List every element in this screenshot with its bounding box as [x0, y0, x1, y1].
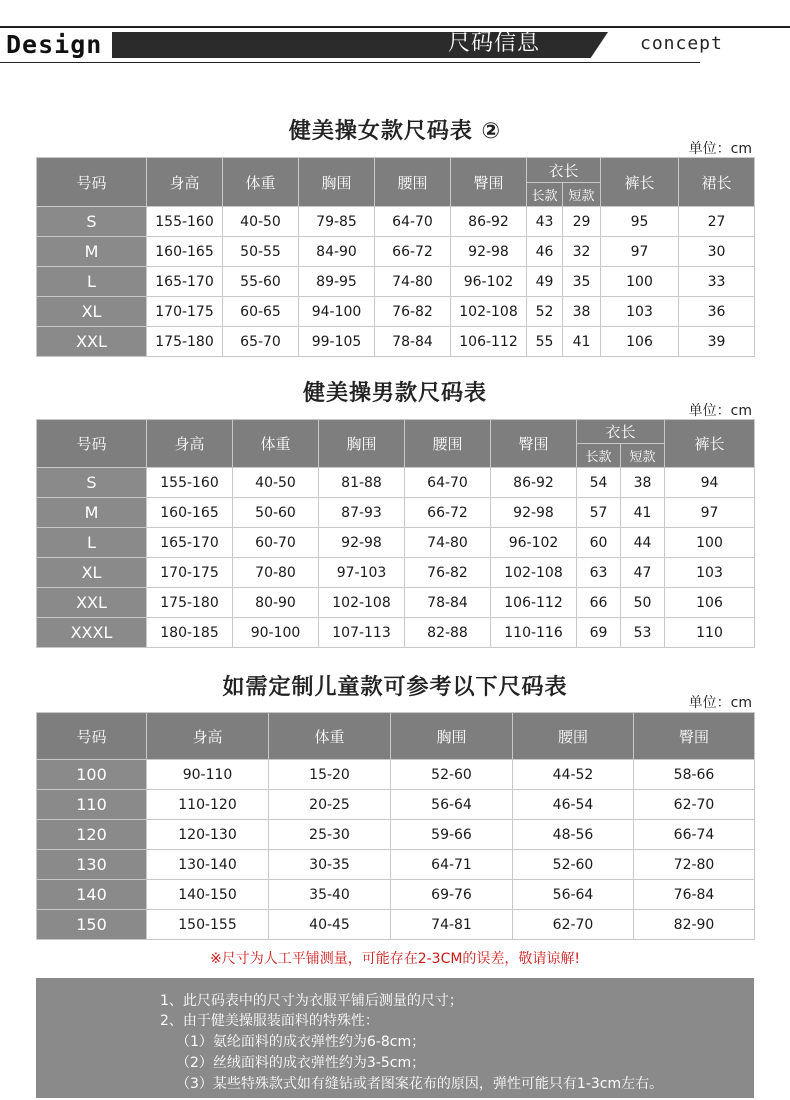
size-code-cell: 130 — [37, 850, 147, 880]
table-cell: 72-80 — [634, 850, 755, 880]
table-row — [37, 760, 755, 790]
table-cell: 96-102 — [451, 267, 527, 297]
table-cell: 106 — [665, 588, 755, 618]
brand-text: Design — [6, 30, 103, 59]
table-cell: 70-80 — [233, 558, 319, 588]
table-cell: 64-70 — [405, 468, 491, 498]
table-cell: 44 — [621, 528, 665, 558]
table-cell: 175-180 — [147, 588, 233, 618]
header-cell: 裙长 — [679, 158, 755, 207]
table-cell: 87-93 — [319, 498, 405, 528]
table-cell: 74-81 — [391, 910, 513, 940]
table-cell: 102-108 — [319, 588, 405, 618]
table-cell: 82-90 — [634, 910, 755, 940]
table-cell: 35-40 — [269, 880, 391, 910]
table-cell: 56-64 — [513, 880, 634, 910]
table-cell: 110-116 — [491, 618, 577, 648]
table-cell: 30 — [679, 237, 755, 267]
table-cell: 40-45 — [269, 910, 391, 940]
table-cell: 52 — [527, 297, 563, 327]
sub-header-cell: 长款 — [527, 183, 563, 207]
table-cell: 29 — [563, 207, 601, 237]
table-cell: 60-65 — [223, 297, 299, 327]
women-table-title: 健美操女款尺码表 ② — [288, 119, 502, 144]
table-cell: 76-82 — [375, 297, 451, 327]
table-row — [37, 297, 755, 327]
table-cell: 50-60 — [233, 498, 319, 528]
men-unit-label: 单位：cm — [688, 403, 752, 419]
table-cell: 86-92 — [451, 207, 527, 237]
table-cell: 40-50 — [223, 207, 299, 237]
sub-header-cell: 长款 — [577, 444, 621, 468]
table-row — [37, 237, 755, 267]
sub-header-cell: 短款 — [563, 183, 601, 207]
table-row — [37, 618, 755, 648]
table-cell: 106 — [601, 327, 679, 357]
table-cell: 103 — [665, 558, 755, 588]
header-cell: 胸围 — [391, 713, 513, 760]
table-cell: 60 — [577, 528, 621, 558]
sub-header-cell: 短款 — [621, 444, 665, 468]
size-code-cell: XXL — [37, 327, 147, 357]
note-line: 2、由于健美操服装面料的特殊性： — [160, 1013, 379, 1029]
table-row — [37, 327, 755, 357]
table-cell: 81-88 — [319, 468, 405, 498]
table-cell: 76-84 — [634, 880, 755, 910]
table-cell: 180-185 — [147, 618, 233, 648]
header-cell: 胸围 — [299, 158, 375, 207]
table-cell: 92-98 — [491, 498, 577, 528]
table-cell: 25-30 — [269, 820, 391, 850]
note-line: 1、此尺码表中的尺寸为衣服平铺后测量的尺寸； — [160, 993, 463, 1009]
table-cell: 27 — [679, 207, 755, 237]
table-row — [37, 498, 755, 528]
header-cell: 身高 — [147, 420, 233, 468]
table-cell: 53 — [621, 618, 665, 648]
note-line: （1）氨纶面料的成衣弹性约为6-8cm； — [176, 1034, 426, 1050]
table-cell: 62-70 — [634, 790, 755, 820]
header-banner — [0, 0, 790, 75]
size-code-cell: XXL — [37, 588, 147, 618]
header-cell: 身高 — [147, 158, 223, 207]
table-cell: 50 — [621, 588, 665, 618]
table-cell: 46-54 — [513, 790, 634, 820]
header-cell: 号码 — [37, 420, 147, 468]
table-cell: 55-60 — [223, 267, 299, 297]
kids-table-title: 如需定制儿童款可参考以下尺码表 — [222, 675, 568, 700]
table-cell: 39 — [679, 327, 755, 357]
header-cell: 衣长 — [577, 420, 665, 444]
size-code-cell: 110 — [37, 790, 147, 820]
table-row — [37, 528, 755, 558]
table-cell: 76-82 — [405, 558, 491, 588]
table-cell: 97 — [665, 498, 755, 528]
table-cell: 66-74 — [634, 820, 755, 850]
table-cell: 84-90 — [299, 237, 375, 267]
table-cell: 79-85 — [299, 207, 375, 237]
table-cell: 33 — [679, 267, 755, 297]
header-cell: 臀围 — [451, 158, 527, 207]
table-cell: 94-100 — [299, 297, 375, 327]
table-row — [37, 850, 755, 880]
table-cell: 41 — [563, 327, 601, 357]
table-cell: 74-80 — [375, 267, 451, 297]
table-cell: 57 — [577, 498, 621, 528]
table-cell: 59-66 — [391, 820, 513, 850]
table-cell: 95 — [601, 207, 679, 237]
size-code-cell: XL — [37, 297, 147, 327]
table-cell: 102-108 — [451, 297, 527, 327]
table-cell: 82-88 — [405, 618, 491, 648]
table-cell: 106-112 — [451, 327, 527, 357]
header-top-rule — [0, 26, 790, 28]
size-code-cell: XXXL — [37, 618, 147, 648]
men-size-table — [36, 419, 755, 648]
table-cell: 58-66 — [634, 760, 755, 790]
table-cell: 160-165 — [147, 498, 233, 528]
table-cell: 66-72 — [375, 237, 451, 267]
size-code-cell: L — [37, 528, 147, 558]
note-line: （2）丝绒面料的成衣弹性约为3-5cm； — [176, 1055, 426, 1071]
table-cell: 66-72 — [405, 498, 491, 528]
table-cell: 66 — [577, 588, 621, 618]
size-code-cell: 120 — [37, 820, 147, 850]
table-cell: 140-150 — [147, 880, 269, 910]
table-cell: 52-60 — [391, 760, 513, 790]
table-cell: 41 — [621, 498, 665, 528]
table-cell: 15-20 — [269, 760, 391, 790]
table-cell: 155-160 — [147, 207, 223, 237]
header-cell: 臀围 — [634, 713, 755, 760]
table-cell: 60-70 — [233, 528, 319, 558]
kids-unit-label: 单位：cm — [688, 695, 752, 711]
size-code-cell: 140 — [37, 880, 147, 910]
size-code-cell: XL — [37, 558, 147, 588]
header-cell: 衣长 — [527, 158, 601, 183]
table-cell: 89-95 — [299, 267, 375, 297]
concept-text: concept — [640, 33, 723, 54]
table-cell: 32 — [563, 237, 601, 267]
table-cell: 36 — [679, 297, 755, 327]
table-cell: 120-130 — [147, 820, 269, 850]
table-cell: 80-90 — [233, 588, 319, 618]
header-cell: 腰围 — [375, 158, 451, 207]
table-cell: 92-98 — [319, 528, 405, 558]
table-cell: 62-70 — [513, 910, 634, 940]
table-cell: 110-120 — [147, 790, 269, 820]
header-bar-title: 尺码信息 — [448, 31, 541, 56]
header-bottom-rule — [0, 62, 700, 63]
table-cell: 155-160 — [147, 468, 233, 498]
table-cell: 110 — [665, 618, 755, 648]
table-cell: 20-25 — [269, 790, 391, 820]
table-row — [37, 880, 755, 910]
table-cell: 56-64 — [391, 790, 513, 820]
table-cell: 170-175 — [147, 297, 223, 327]
table-cell: 69 — [577, 618, 621, 648]
header-cell: 臀围 — [491, 420, 577, 468]
size-code-cell: 150 — [37, 910, 147, 940]
kids-size-table — [36, 712, 755, 940]
table-cell: 46 — [527, 237, 563, 267]
table-row — [37, 910, 755, 940]
table-row — [37, 790, 755, 820]
table-cell: 69-76 — [391, 880, 513, 910]
table-row — [37, 558, 755, 588]
table-cell: 44-52 — [513, 760, 634, 790]
notes-panel — [36, 978, 754, 1098]
header-cell: 号码 — [37, 158, 147, 207]
table-cell: 38 — [621, 468, 665, 498]
table-cell: 165-170 — [147, 528, 233, 558]
table-cell: 130-140 — [147, 850, 269, 880]
table-cell: 49 — [527, 267, 563, 297]
table-cell: 65-70 — [223, 327, 299, 357]
table-cell: 92-98 — [451, 237, 527, 267]
table-cell: 103 — [601, 297, 679, 327]
header-cell: 腰围 — [405, 420, 491, 468]
table-row — [37, 820, 755, 850]
header-cell: 体重 — [233, 420, 319, 468]
size-code-cell: M — [37, 498, 147, 528]
table-cell: 40-50 — [233, 468, 319, 498]
table-cell: 35 — [563, 267, 601, 297]
header-cell: 裤长 — [665, 420, 755, 468]
table-cell: 78-84 — [405, 588, 491, 618]
table-cell: 64-71 — [391, 850, 513, 880]
header-cell: 体重 — [223, 158, 299, 207]
table-cell: 86-92 — [491, 468, 577, 498]
table-cell: 97-103 — [319, 558, 405, 588]
table-cell: 106-112 — [491, 588, 577, 618]
table-cell: 170-175 — [147, 558, 233, 588]
table-cell: 165-170 — [147, 267, 223, 297]
table-row — [37, 207, 755, 237]
men-table-title: 健美操男款尺码表 — [302, 381, 487, 406]
table-cell: 55 — [527, 327, 563, 357]
table-cell: 175-180 — [147, 327, 223, 357]
table-cell: 47 — [621, 558, 665, 588]
table-cell: 54 — [577, 468, 621, 498]
table-row — [37, 267, 755, 297]
size-code-cell: L — [37, 267, 147, 297]
header-cell: 体重 — [269, 713, 391, 760]
table-cell: 100 — [601, 267, 679, 297]
table-cell: 63 — [577, 558, 621, 588]
table-cell: 78-84 — [375, 327, 451, 357]
table-cell: 90-100 — [233, 618, 319, 648]
size-code-cell: S — [37, 468, 147, 498]
measurement-warning: ※尺寸为人工平铺测量，可能存在2-3CM的误差，敬请谅解! — [209, 951, 581, 967]
table-cell: 52-60 — [513, 850, 634, 880]
table-cell: 102-108 — [491, 558, 577, 588]
table-cell: 50-55 — [223, 237, 299, 267]
size-code-cell: M — [37, 237, 147, 267]
table-row — [37, 588, 755, 618]
women-unit-label: 单位：cm — [688, 141, 752, 157]
header-cell: 号码 — [37, 713, 147, 760]
table-cell: 30-35 — [269, 850, 391, 880]
header-cell: 胸围 — [319, 420, 405, 468]
table-cell: 107-113 — [319, 618, 405, 648]
size-code-cell: S — [37, 207, 147, 237]
table-cell: 96-102 — [491, 528, 577, 558]
table-cell: 100 — [665, 528, 755, 558]
table-cell: 38 — [563, 297, 601, 327]
table-cell: 150-155 — [147, 910, 269, 940]
note-line: （3）某些特殊款式如有缝钻或者图案花布的原因，弹性可能只有1-3cm左右。 — [176, 1076, 664, 1092]
table-cell: 90-110 — [147, 760, 269, 790]
table-cell: 99-105 — [299, 327, 375, 357]
header-cell: 裤长 — [601, 158, 679, 207]
table-cell: 97 — [601, 237, 679, 267]
table-cell: 160-165 — [147, 237, 223, 267]
table-cell: 64-70 — [375, 207, 451, 237]
table-cell: 43 — [527, 207, 563, 237]
table-cell: 48-56 — [513, 820, 634, 850]
women-size-table — [36, 157, 755, 357]
size-code-cell: 100 — [37, 760, 147, 790]
table-cell: 94 — [665, 468, 755, 498]
header-cell: 腰围 — [513, 713, 634, 760]
header-cell: 身高 — [147, 713, 269, 760]
table-row — [37, 468, 755, 498]
table-cell: 74-80 — [405, 528, 491, 558]
